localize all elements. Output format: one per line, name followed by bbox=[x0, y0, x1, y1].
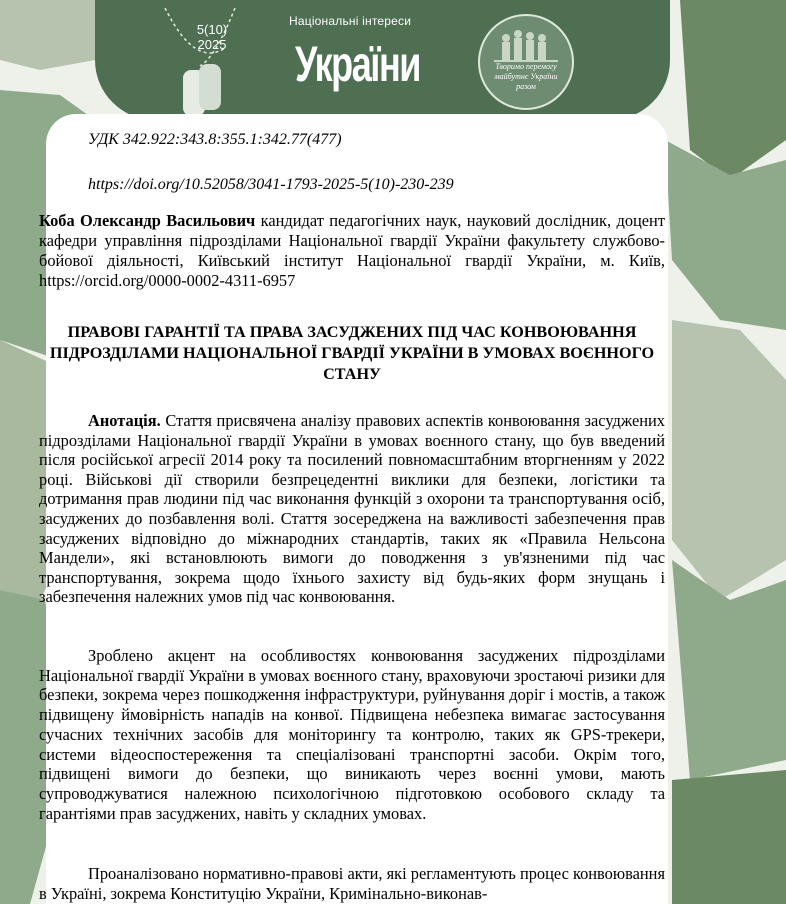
emblem-seal bbox=[478, 14, 574, 110]
author-name: Коба Олександр Васильович bbox=[39, 211, 256, 230]
abstract-label: Анотація. bbox=[88, 411, 161, 430]
emblem-motto-line: разом bbox=[516, 82, 536, 91]
author-block bbox=[39, 211, 665, 291]
emblem-motto-line: майбутнє України bbox=[494, 72, 558, 81]
abstract-paragraph: Проаналізовано нормативно-правові акти, які регламентують процес конвоювання в Україні, зокрема Конституцію України, Кримінально-виконав- bbox=[39, 864, 665, 903]
doi-link[interactable]: https://doi.org/10.52058/3041-1793-2025-5(10)-230-239 bbox=[88, 176, 454, 193]
emblem-motto-line: Творимо перемогу bbox=[495, 62, 557, 71]
abstract-text: Стаття присвячена аналізу правових аспектів конвоювання засуджених підрозділами Національної гвардії України в умовах воєнного стану, що був введений після російської агресії 2014 року та посилений повномасштабним вторгненням у 2022 році. Військові дії створили безпрецедентні виклики для безпеки, логістики та дотримання прав людини під час виконання функцій з охорони та транспортування осіб, засуджених до позбавлення волі. Стаття зосереджена на важливості забезпечення прав засуджених відповідно до міжнародних стандартів, таких як «Правила Нельсона Мандели», які встановлюють вимоги до поводження з ув'язненими під час транспортування, зокрема щодо їхнього захисту від будь-яких форм знущань і забезпечення належних умов під час конвоювання. bbox=[39, 411, 665, 607]
magazine-title: України bbox=[295, 36, 420, 92]
issue-number bbox=[187, 22, 237, 52]
article-title: ПРАВОВІ ГАРАНТІЇ ТА ПРАВА ЗАСУДЖЕНИХ ПІД ЧАС КОНВОЮВАННЯ ПІДРОЗДІЛАМИ НАЦІОНАЛЬНОЇ ГВАРДІЇ УКРАЇНИ В УМОВАХ ВОЄННОГО СТАНУ bbox=[49, 323, 655, 383]
issue-number-text: 5(10) bbox=[196, 22, 228, 37]
udc-code: УДК 342.922:343.8:355.1:342.77(477) bbox=[88, 131, 342, 148]
abstract-paragraph: Зроблено акцент на особливостях конвоювання засуджених підрозділами Національної гвардії України в умовах воєнного стану, враховуючи зростаючі ризики для безпеки, зокрема через пошкодження інфраструктури, руйнування доріг і мостів, а також підвищену ймовірність нападів на конвої. Підвищена небезпека вимагає застосування сучасних технічних засобів для моніторингу та контролю, таких як GPS-трекери, системи відеоспостереження та спеціалізовані транспортні засоби. Окрім того, підвищені вимоги до безпеки, що виникають через воєнні умови, мають супроводжуватися належною психологічною підготовкою особового складу та гарантіями прав засуджених, навіть у складних умовах. bbox=[39, 646, 665, 823]
issue-year-text: 2025 bbox=[197, 37, 227, 52]
emblem-motto bbox=[480, 62, 572, 92]
soldiers-silhouette-icon bbox=[480, 20, 572, 66]
magazine-subtitle: Національні інтереси bbox=[289, 14, 412, 28]
author-affiliation: кандидат педагогічних наук, науковий дослідник, доцент кафедри управління підрозділами Національної гвардії України факультету службово-бойової діяльності, Київський інститут Національної гвардії України, м. Київ, https://orcid.org/0000-0002-4311-6957 bbox=[39, 211, 665, 290]
journal-header bbox=[95, 0, 670, 120]
abstract-paragraph bbox=[39, 411, 665, 607]
